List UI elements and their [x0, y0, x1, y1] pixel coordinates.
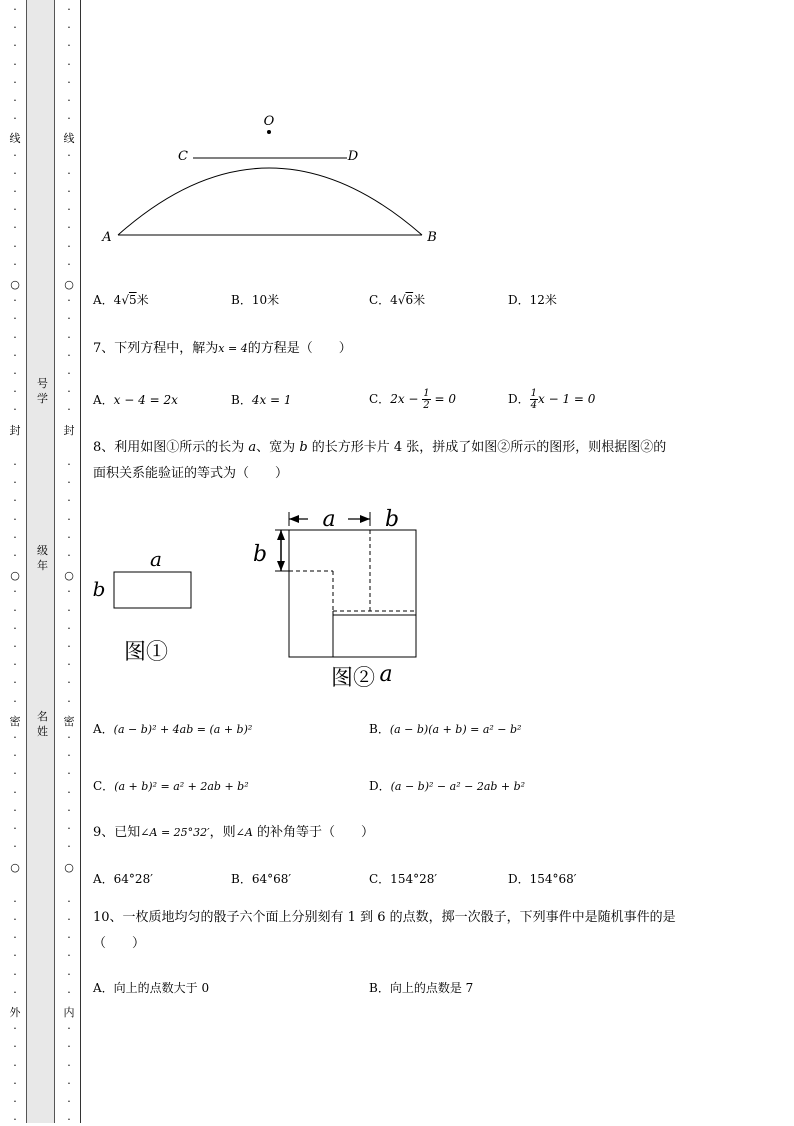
dot-mark: · — [67, 403, 71, 417]
q6-option-a[interactable] — [93, 291, 149, 308]
q7-b-math: 4x = 1 — [251, 393, 292, 407]
q6-c-radicand: 6 — [405, 293, 414, 307]
dot-mark: · — [13, 894, 17, 908]
var-b: b — [299, 440, 308, 455]
dot-mark: · — [67, 166, 71, 180]
q7-c-pre: 2x − — [390, 392, 419, 406]
dot-mark: · — [13, 75, 17, 89]
dot-mark: · — [67, 203, 71, 217]
fig1-caption: 图① — [123, 640, 169, 665]
dot-mark: · — [13, 112, 17, 126]
dot-mark: · — [67, 949, 71, 963]
dot-mark: · — [13, 822, 17, 835]
q9-option-a[interactable]: A．64°28′ — [93, 872, 153, 886]
option-label: A． — [93, 722, 114, 736]
dot-mark: · — [13, 21, 17, 35]
arrow-head — [360, 515, 370, 523]
dot-mark: · — [13, 913, 17, 926]
dot-mark: · — [67, 39, 71, 53]
dot-mark: · — [13, 312, 17, 326]
dot-mark: · — [13, 731, 17, 744]
dot-mark: · — [13, 494, 17, 508]
option-label: B． — [231, 393, 252, 407]
dot-mark: · — [67, 476, 71, 490]
q9-text: 的补角等于（ ） — [252, 825, 374, 840]
dot-mark: · — [13, 1022, 17, 1036]
arrow-head — [277, 561, 285, 571]
q6-option-c[interactable] — [369, 291, 425, 308]
dot-mark: · — [67, 330, 71, 344]
q8-a-math: (a − b)² + 4ab = (a + b)² — [113, 723, 253, 736]
dot-mark: · — [13, 294, 17, 308]
dot-mark: · — [67, 312, 71, 326]
q8-stem-line1 — [93, 435, 666, 461]
dot-mark: · — [13, 949, 17, 963]
dot-mark: · — [13, 1076, 17, 1090]
dot-mark: · — [67, 148, 71, 162]
q6-option-b[interactable]: B．10米 — [231, 293, 280, 307]
q8-option-c[interactable] — [93, 777, 249, 794]
dot-mark: · — [67, 658, 71, 672]
q9-option-d[interactable]: D．154°68′ — [508, 872, 577, 886]
dot-mark: · — [67, 112, 71, 126]
q7-option-a[interactable] — [93, 391, 178, 408]
q8-d-math: (a − b)² − a² − 2ab + b² — [390, 780, 526, 793]
option-label: A． — [93, 393, 114, 407]
q9-angle-math: ∠A = 25°32′ — [140, 826, 210, 839]
fig2-caption-a: a — [379, 662, 393, 687]
dot-mark: · — [67, 913, 71, 926]
q10-option-b[interactable]: B．向上的点数是 7 — [369, 981, 474, 995]
fig2-label-a: a — [322, 507, 336, 532]
dot-mark: · — [67, 21, 71, 35]
dot-mark: · — [13, 931, 17, 945]
q10-stem-line2: （ ） — [93, 936, 146, 951]
var-a: a — [248, 440, 257, 455]
label-c: C — [178, 149, 188, 164]
outer-circle: ○ — [10, 569, 20, 582]
q9-option-b[interactable]: B．64°68′ — [231, 872, 292, 886]
fig2-label-b-left: b — [252, 542, 268, 567]
dot-mark: · — [67, 348, 71, 362]
q10-stem-line1: 10、一枚质地均匀的骰子六个面上分别刻有 1 到 6 的点数，掷一次骰子，下列事件中是随机事件的是 — [93, 910, 676, 925]
dot-mark: · — [67, 1076, 71, 1090]
dot-mark: · — [67, 767, 71, 781]
dot-mark: · — [13, 985, 17, 999]
figure-two — [248, 503, 438, 693]
q6-c-unit: 米 — [413, 293, 426, 307]
q9-text: ，则 — [209, 825, 236, 840]
inner-char-feng: 封 — [63, 424, 75, 437]
card-rectangle — [114, 572, 191, 608]
dot-mark: · — [67, 385, 71, 399]
label-a: A — [102, 230, 112, 245]
point-o — [267, 130, 271, 134]
option-label: D． — [369, 779, 391, 793]
dot-mark: · — [13, 676, 17, 690]
q9-stem — [93, 820, 374, 846]
q7-option-d[interactable] — [508, 382, 595, 416]
q6-a-unit: 米 — [136, 293, 149, 307]
q8-option-d[interactable] — [369, 777, 525, 794]
dot-mark: · — [13, 785, 17, 799]
q8-stem-line2: 面积关系能验证的等式为（ ） — [93, 466, 289, 481]
dot-mark: · — [67, 367, 71, 380]
outer-square — [289, 530, 416, 657]
inner-circle: ○ — [64, 861, 74, 874]
dot-mark: · — [13, 1113, 17, 1126]
option-label: C． — [93, 779, 115, 793]
dot-mark: · — [13, 348, 17, 362]
dot-mark: · — [13, 640, 17, 653]
dot-mark: · — [13, 403, 17, 417]
q6-a-radicand: 5 — [128, 293, 137, 307]
dot-mark: · — [67, 985, 71, 999]
dot-mark: · — [67, 512, 71, 526]
outer-circle: ○ — [10, 278, 20, 291]
arrow-head — [289, 515, 299, 523]
arch-figure — [95, 105, 455, 255]
q8-c-math: (a + b)² = a² + 2ab + b² — [114, 780, 249, 793]
dot-mark: · — [67, 1058, 71, 1072]
dot-mark: · — [67, 694, 71, 708]
dot-mark: · — [67, 621, 71, 635]
dot-mark: · — [13, 549, 17, 562]
q6-option-d[interactable]: D．12米 — [508, 293, 557, 307]
dot-mark: · — [13, 967, 17, 981]
dot-mark: · — [13, 749, 17, 763]
dot-mark: · — [13, 767, 17, 781]
inner-circle: ○ — [64, 278, 74, 291]
dot-mark: · — [13, 385, 17, 399]
dot-mark: · — [67, 294, 71, 308]
dot-mark: · — [67, 803, 71, 817]
q10-option-a[interactable]: A．向上的点数大于 0 — [93, 981, 210, 995]
inner-char-mi: 密 — [63, 715, 75, 728]
dot-mark: · — [67, 603, 71, 617]
inner-char-nei: 内 — [63, 1006, 75, 1019]
dot-mark: · — [67, 57, 71, 71]
dot-mark: · — [13, 3, 17, 16]
dot-mark: · — [13, 185, 17, 198]
dot-mark: · — [13, 148, 17, 162]
q9-text: 9、已知 — [93, 825, 141, 840]
dot-mark: · — [67, 931, 71, 945]
fraction-one-quarter: $\frac{1}{4}$ — [530, 388, 537, 411]
fig1-label-a: a — [150, 547, 162, 571]
arrow-head — [277, 530, 285, 540]
dot-mark: · — [13, 603, 17, 617]
dot-mark: · — [13, 1040, 17, 1054]
dot-mark: · — [67, 185, 71, 198]
dot-mark: · — [67, 676, 71, 690]
dot-mark: · — [67, 3, 71, 16]
outer-char-feng: 封 — [9, 424, 21, 437]
dot-mark: · — [13, 203, 17, 217]
dot-mark: · — [67, 785, 71, 799]
dot-mark: · — [13, 840, 17, 854]
arch-curve — [118, 168, 422, 235]
figure-one — [88, 545, 208, 670]
label-b: B — [427, 230, 437, 245]
q8-text: 8、利用如图①所示的长为 — [93, 440, 249, 455]
q7-stem — [93, 336, 352, 362]
option-label: B． — [369, 722, 390, 736]
dot-mark: · — [67, 239, 71, 253]
dot-mark: · — [67, 585, 71, 599]
binding-inner-line — [80, 0, 81, 1123]
dot-mark: · — [67, 94, 71, 107]
dot-mark: · — [13, 239, 17, 253]
q7-stem-prefix: 7、下列方程中，解为 — [93, 341, 219, 356]
sqrt-symbol: √ — [121, 293, 129, 307]
dot-mark: · — [13, 694, 17, 708]
dot-mark: · — [67, 1113, 71, 1126]
outer-char-mi: 密 — [9, 715, 21, 728]
dot-mark: · — [67, 257, 71, 271]
q8-option-b[interactable] — [369, 720, 521, 737]
dot-mark: · — [13, 166, 17, 180]
inner-circle: ○ — [64, 569, 74, 582]
q7-stem-suffix: 的方程是（ ） — [247, 341, 352, 356]
dot-mark: · — [67, 75, 71, 89]
option-label: C． — [369, 392, 391, 406]
q7-c-post: = 0 — [434, 392, 457, 406]
fraction-one-half: $\frac{1}{2}$ — [423, 388, 430, 411]
dot-mark: · — [67, 749, 71, 763]
student-id-label: 号学 — [37, 377, 48, 405]
dot-mark: · — [67, 840, 71, 854]
fig1-label-b: b — [92, 577, 106, 601]
q6-a-prefix: A．4 — [93, 293, 122, 307]
dot-mark: · — [13, 476, 17, 490]
dot-mark: · — [67, 458, 71, 471]
outer-char-wai: 外 — [9, 1006, 21, 1019]
outer-circle: ○ — [10, 861, 20, 874]
q8-option-a[interactable] — [93, 720, 252, 737]
dot-mark: · — [13, 1095, 17, 1108]
q7-a-math: x − 4 = 2x — [113, 393, 178, 407]
q8-b-math: (a − b)(a + b) = a² − b² — [389, 723, 522, 736]
fig2-label-b-top: b — [384, 507, 400, 532]
grade-label: 级年 — [37, 544, 48, 572]
q8-text: 、宽为 — [256, 440, 300, 455]
dot-mark: · — [13, 94, 17, 107]
dot-mark: · — [67, 1022, 71, 1036]
dot-mark: · — [67, 822, 71, 835]
q9-angle-math: ∠A — [235, 826, 253, 839]
dot-mark: · — [13, 221, 17, 235]
dot-mark: · — [67, 640, 71, 653]
dot-mark: · — [67, 1040, 71, 1054]
dot-mark: · — [67, 1095, 71, 1108]
dot-mark: · — [67, 494, 71, 508]
label-o: O — [263, 114, 275, 129]
dot-mark: · — [13, 1058, 17, 1072]
outer-char-xian: 线 — [9, 132, 21, 145]
dot-mark: · — [13, 658, 17, 672]
dot-mark: · — [13, 367, 17, 380]
dot-mark: · — [13, 57, 17, 71]
dot-mark: · — [13, 621, 17, 635]
dot-mark: · — [13, 585, 17, 599]
name-label: 名姓 — [37, 710, 48, 738]
dot-mark: · — [13, 530, 17, 544]
dot-mark: · — [67, 530, 71, 544]
label-d: D — [347, 149, 359, 164]
option-label: D． — [508, 392, 530, 406]
q7-stem-math: x = 4 — [218, 342, 248, 355]
dot-mark: · — [13, 458, 17, 471]
dot-mark: · — [13, 39, 17, 53]
dot-mark: · — [13, 512, 17, 526]
dot-mark: · — [67, 967, 71, 981]
dot-mark: · — [13, 330, 17, 344]
dot-mark: · — [67, 221, 71, 235]
dot-mark: · — [67, 731, 71, 744]
dot-mark: · — [67, 549, 71, 562]
dot-mark: · — [13, 257, 17, 271]
inner-char-xian: 线 — [63, 132, 75, 145]
q8-text: 的长方形卡片 4 张，拼成了如图②所示的图形，则根据图②的 — [307, 440, 667, 455]
q7-d-post: x − 1 = 0 — [538, 392, 596, 406]
fig2-caption: 图② — [330, 666, 376, 691]
dot-mark: · — [13, 803, 17, 817]
q7-option-b[interactable] — [231, 391, 292, 408]
q7-option-c[interactable] — [369, 382, 456, 416]
q9-option-c[interactable]: C．154°28′ — [369, 872, 438, 886]
q6-c-prefix: C．4 — [369, 293, 398, 307]
sqrt-symbol: √ — [397, 293, 406, 307]
dot-mark: · — [67, 894, 71, 908]
